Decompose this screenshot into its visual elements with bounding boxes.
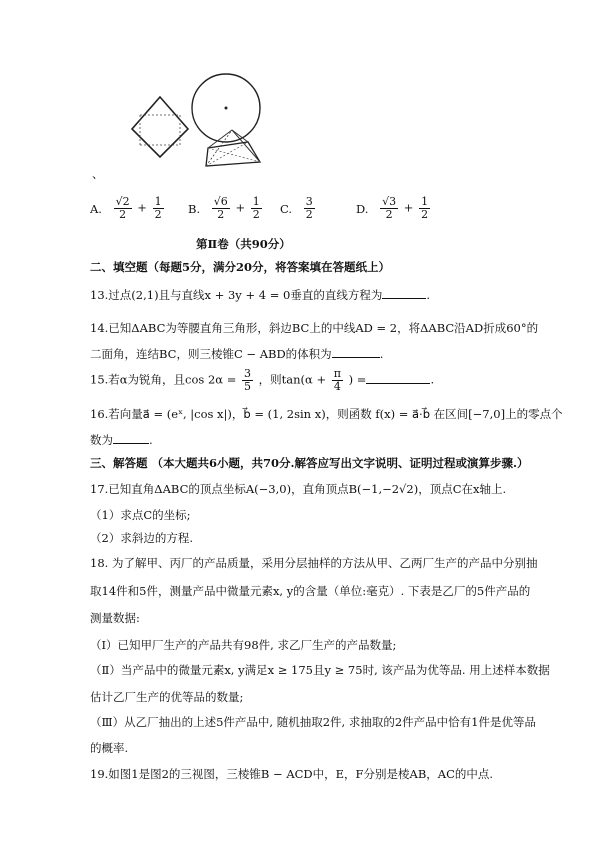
- answer-blank[interactable]: [113, 432, 149, 444]
- question-18-line1: 18. 为了解甲、丙厂的产品质量，采用分层抽样的方法从甲、乙两厂生产的产品中分别抽: [90, 556, 538, 570]
- option-fraction: $\frac{1}{2}$: [252, 195, 260, 221]
- question-18-part1: （Ⅰ）已知甲厂生产的产品共有98件, 求乙厂生产的产品数量;: [90, 638, 397, 652]
- answer-blank[interactable]: [366, 372, 430, 384]
- question-18-line2: 取14件和5件，测量产品中微量元素x, y的含量（单位:毫克）. 下表是乙厂的5件产品的: [90, 584, 531, 598]
- option-c[interactable]: [280, 196, 317, 221]
- option-a[interactable]: A. $\frac{√2}{2}$ + $\frac{1}{2}$: [90, 195, 162, 221]
- option-label: A.: [90, 201, 102, 216]
- option-fraction: $\frac{√3}{2}$: [382, 195, 397, 221]
- question-15: 15.若α为锐角，且cos 2α = $\frac{3}{5}$ ，则tan(α + $\frac{\pi}{4}$ ) = .: [90, 367, 435, 393]
- question-16-line2: 数为 .: [90, 433, 153, 447]
- answer-blank[interactable]: [332, 346, 380, 358]
- option-label: D.: [356, 201, 369, 216]
- question-18-line3: 测量数据:: [90, 611, 140, 625]
- question-19: 19.如图1是图2的三视图，三棱锥B − ACD中，E，F分别是棱AB，AC的中点.: [90, 767, 494, 781]
- sphere-pyramid-diagram: [188, 70, 268, 180]
- question-14-line1: 14.已知ΔABC为等腰直角三角形，斜边BC上的中线AD = 2，将ΔABC沿AD折成60°的: [90, 321, 539, 335]
- option-d[interactable]: D. $\frac{√3}{2}$ + $\frac{1}{2}$: [356, 195, 429, 221]
- question-18-part3-line1: （Ⅲ）从乙厂抽出的上述5件产品中, 随机抽取2件, 求抽取的2件产品中恰有1件是优等品: [90, 715, 536, 729]
- answer-blank[interactable]: [382, 287, 426, 299]
- section2-heading: 二、填空题（每题5分，满分20分，将答案填在答题纸上）: [90, 260, 391, 274]
- question-17-part1: （1）求点C的坐标;: [90, 508, 191, 522]
- option-fraction: $\frac{1}{2}$: [154, 195, 162, 221]
- question-16-line1: 16.若向量a⃗ = (eˣ, |cos x|)，b⃗ = (1, 2sin x)，则函数 f(x) = a⃗·b⃗ 在区间[−7,0]上的零点个: [90, 407, 563, 421]
- question-14-line2: 二面角，连结BC，则三棱锥C − ABD的体积为 .: [90, 347, 384, 361]
- option-label: B.: [188, 201, 201, 216]
- option-fraction: $\frac{3}{2}$: [305, 195, 313, 221]
- part2-title: 第Ⅱ卷（共90分）: [196, 237, 291, 251]
- figure-mark: 、: [92, 167, 104, 181]
- option-label: C.: [280, 201, 293, 216]
- fraction: $\frac{\pi}{4}$: [333, 367, 341, 393]
- question-17-part2: （2）求斜边的方程.: [90, 531, 193, 545]
- question-18-part2-line2: 估计乙厂生产的优等品的数量;: [90, 690, 244, 704]
- option-fraction: $\frac{√2}{2}$: [115, 195, 130, 221]
- option-b[interactable]: B. $\frac{√6}{2}$ + $\frac{1}{2}$: [188, 195, 260, 221]
- fraction: $\frac{3}{5}$: [244, 367, 252, 393]
- option-fraction: $\frac{1}{2}$: [421, 195, 429, 221]
- option-fraction: $\frac{√6}{2}$: [213, 195, 228, 221]
- question-13: 13.过点(2,1)且与直线x + 3y + 4 = 0垂直的直线方程为 .: [90, 288, 430, 302]
- question-17: 17.已知直角ΔABC的顶点坐标A(−3,0)，直角顶点B(−1,−2√2)，顶点C在x轴上.: [90, 482, 507, 496]
- section3-heading: 三、解答题 （本大题共6小题，共70分.解答应写出文字说明、证明过程或演算步骤.）: [90, 456, 529, 470]
- question-18-part2-line1: （Ⅱ）当产品中的微量元素x, y满足x ≥ 175且y ≥ 75时, 该产品为优等品. 用上述样本数据: [90, 663, 550, 677]
- question-18-part3-line2: 的概率.: [90, 741, 129, 755]
